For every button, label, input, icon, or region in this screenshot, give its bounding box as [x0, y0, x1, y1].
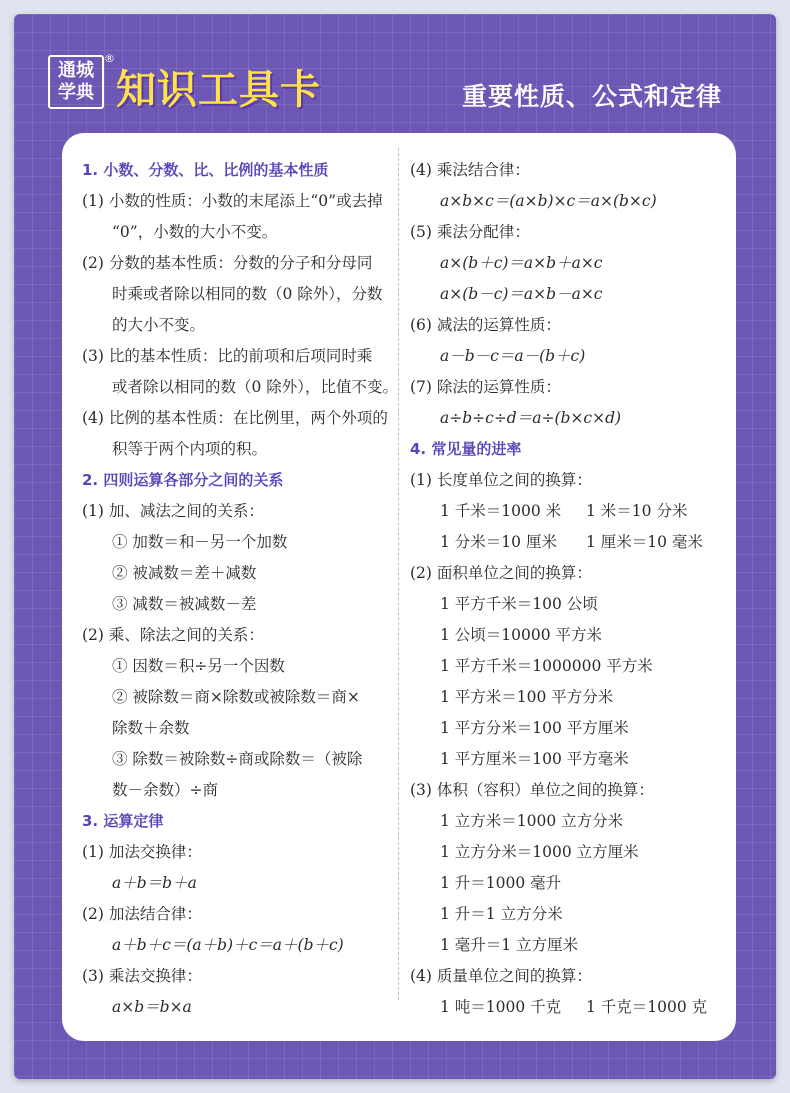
- text-line: (6) 减法的运算性质：: [410, 316, 561, 334]
- logo-line-2: 学典: [58, 82, 94, 103]
- formula-line: a－b－c＝a－(b＋c): [440, 347, 586, 365]
- unit-conversion: 1 厘米＝10 毫米: [586, 533, 703, 551]
- unit-pair: [410, 527, 720, 558]
- text-line: (1) 加、减法之间的关系：: [82, 502, 264, 520]
- section-3-title: 3. 运算定律: [82, 812, 164, 830]
- publisher-logo: [48, 55, 104, 109]
- text-line: ③ 减数＝被减数－差: [112, 595, 257, 613]
- unit-conversion: 1 千克＝1000 克: [586, 998, 708, 1016]
- text-line: (3) 比的基本性质：比的前项和后项同时乘: [82, 347, 373, 365]
- unit-conversion: 1 平方千米＝100 公顷: [440, 595, 598, 613]
- column-divider: [398, 148, 399, 1000]
- formula-line: a＋b＝b＋a: [112, 874, 197, 892]
- text-line: ① 因数＝积÷另一个因数: [112, 657, 285, 675]
- text-line: (4) 比例的基本性质：在比例里，两个外项的: [82, 409, 388, 427]
- section-2-title: 2. 四则运算各部分之间的关系: [82, 471, 284, 489]
- text-line: 或者除以相同的数（0 除外），比值不变。: [112, 378, 399, 396]
- text-line: 除数＋余数: [112, 719, 190, 737]
- card-title: 知识工具卡: [116, 67, 321, 113]
- text-line: 的大小不变。: [112, 316, 206, 334]
- card-topic: 重要性质、公式和定律: [461, 82, 722, 111]
- unit-conversion: 1 平方厘米＝100 平方毫米: [440, 750, 629, 768]
- unit-conversion: 1 立方分米＝1000 立方厘米: [440, 843, 639, 861]
- text-line: (5) 乘法分配律：: [410, 223, 530, 241]
- text-line: ① 加数＝和－另一个加数: [112, 533, 288, 551]
- unit-conversion: 1 平方分米＝100 平方厘米: [440, 719, 629, 737]
- text-line: ③ 除数＝被除数÷商或除数＝（被除: [112, 750, 363, 768]
- text-line: 时乘或者除以相同的数（0 除外），分数: [112, 285, 383, 303]
- formula-line: a×(b＋c)＝a×b＋a×c: [440, 254, 603, 272]
- section-4-title: 4. 常见量的进率: [410, 440, 522, 458]
- text-line: (1) 长度单位之间的换算：: [410, 471, 592, 489]
- text-line: (1) 加法交换律：: [82, 843, 202, 861]
- text-line: (1) 小数的性质：小数的末尾添上“0”或去掉: [82, 192, 383, 210]
- text-line: (2) 分数的基本性质：分数的分子和分母同: [82, 254, 373, 272]
- registered-mark: ®: [104, 52, 115, 65]
- logo-line-1: 通城: [58, 60, 94, 81]
- unit-conversion: 1 吨＝1000 千克: [440, 998, 562, 1016]
- text-line: ② 被减数＝差＋减数: [112, 564, 257, 582]
- formula-line: a×b＝b×a: [112, 998, 192, 1016]
- formula-line: a＋b＋c＝(a＋b)＋c＝a＋(b＋c): [112, 936, 344, 954]
- unit-conversion: 1 立方米＝1000 立方分米: [440, 812, 624, 830]
- unit-conversion: 1 公顷＝10000 平方米: [440, 626, 603, 644]
- left-column: [82, 155, 399, 1023]
- unit-conversion: 1 升＝1 立方分米: [440, 905, 563, 923]
- section-1-title: 1. 小数、分数、比、比例的基本性质: [82, 161, 329, 179]
- text-line: (2) 面积单位之间的换算：: [410, 564, 592, 582]
- unit-conversion: 1 升＝1000 毫升: [440, 874, 562, 892]
- unit-pair: [410, 992, 720, 1023]
- unit-conversion: 1 平方米＝100 平方分米: [440, 688, 614, 706]
- text-line: 数－余数）÷商: [112, 781, 218, 799]
- formula-line: a×b×c＝(a×b)×c＝a×(b×c): [440, 192, 657, 210]
- text-line: (2) 加法结合律：: [82, 905, 202, 923]
- unit-conversion: 1 千米＝1000 米: [440, 502, 562, 520]
- text-line: (2) 乘、除法之间的关系：: [82, 626, 264, 644]
- unit-conversion: 1 平方千米＝1000000 平方米: [440, 657, 653, 675]
- unit-conversion: 1 分米＝10 厘米: [440, 533, 557, 551]
- formula-line: a÷b÷c÷d＝a÷(b×c×d): [440, 409, 622, 427]
- text-line: 积等于两个内项的积。: [112, 440, 268, 458]
- formula-line: a×(b－c)＝a×b－a×c: [440, 285, 603, 303]
- text-line: (3) 乘法交换律：: [82, 967, 202, 985]
- text-line: “0”，小数的大小不变。: [112, 223, 278, 241]
- text-line: ② 被除数＝商×除数或被除数＝商×: [112, 688, 360, 706]
- unit-conversion: 1 毫升＝1 立方厘米: [440, 936, 579, 954]
- unit-pair: [410, 496, 720, 527]
- right-column: [410, 155, 720, 1023]
- text-line: (7) 除法的运算性质：: [410, 378, 561, 396]
- text-line: (4) 乘法结合律：: [410, 161, 530, 179]
- unit-conversion: 1 米＝10 分米: [586, 502, 688, 520]
- text-line: (4) 质量单位之间的换算：: [410, 967, 592, 985]
- text-line: (3) 体积（容积）单位之间的换算：: [410, 781, 654, 799]
